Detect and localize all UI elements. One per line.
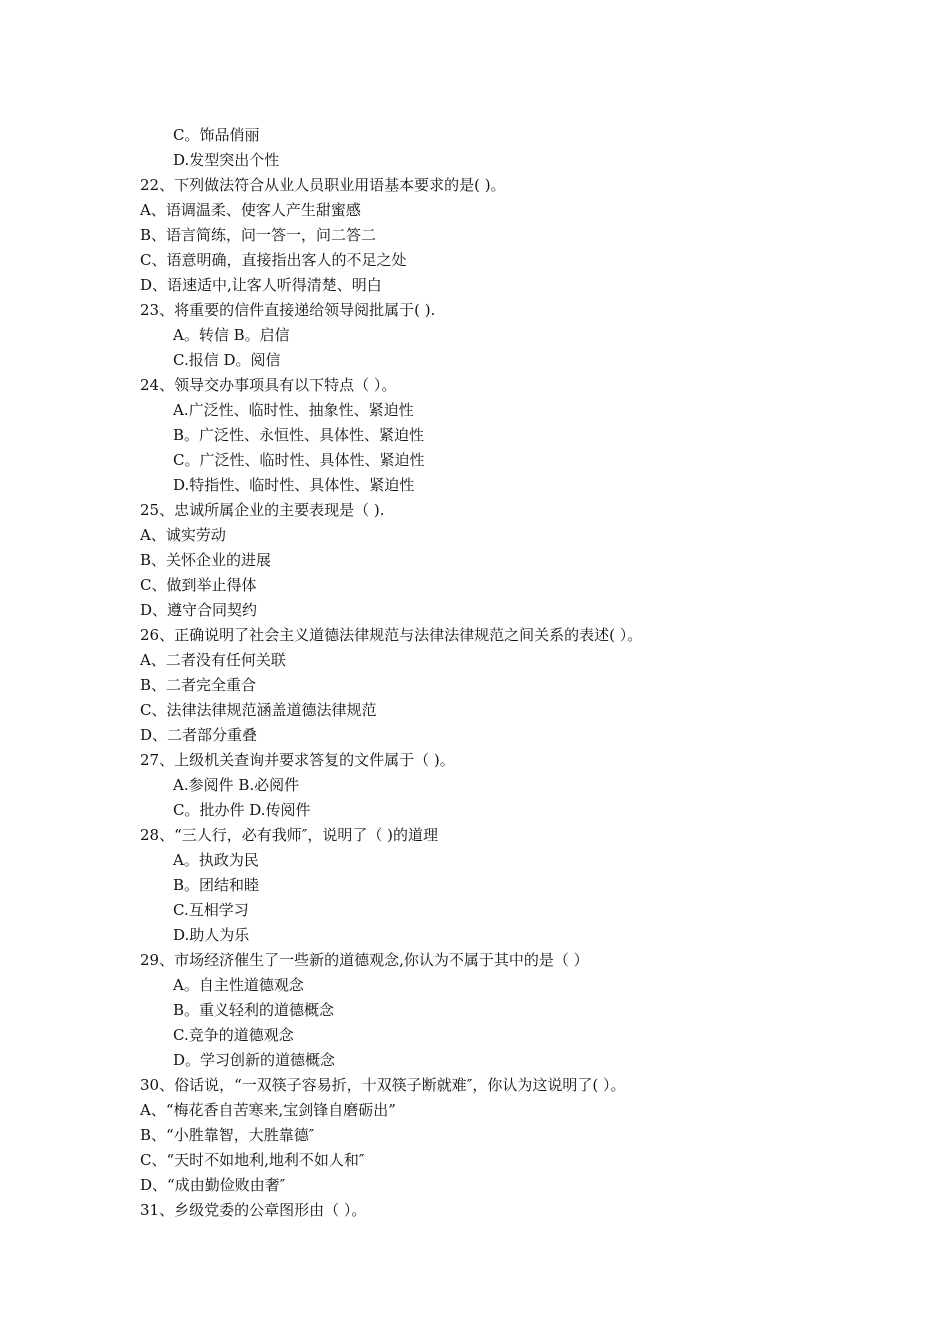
text-line: A、“梅花香自苦寒来,宝剑锋自磨砺出” xyxy=(140,1101,396,1119)
text-line: B、语言简练，问一答一，问二答二 xyxy=(140,226,377,244)
text-line: C、法律法律规范涵盖道德法律规范 xyxy=(140,701,377,719)
text-line: D、二者部分重叠 xyxy=(140,726,258,744)
text-line: D。学习创新的道德概念 xyxy=(173,1051,336,1069)
text-line: 22、下列做法符合从业人员职业用语基本要求的是( )。 xyxy=(140,176,506,194)
document-page xyxy=(0,123,950,1223)
text-line: A、诚实劳动 xyxy=(140,526,226,544)
text-line: A、二者没有任何关联 xyxy=(140,651,286,669)
text-line: D.助人为乐 xyxy=(173,926,250,944)
text-line: A、语调温柔、使客人产生甜蜜感 xyxy=(140,201,361,219)
text-line: D、语速适中,让客人听得清楚、明白 xyxy=(140,276,382,294)
text-line: D、遵守合同契约 xyxy=(140,601,258,619)
text-line: D.特指性、临时性、具体性、紧迫性 xyxy=(173,476,415,494)
text-line: 24、领导交办事项具有以下特点（ ）。 xyxy=(140,376,397,394)
text-line: C、语意明确，直接指出客人的不足之处 xyxy=(140,251,407,269)
text-line: D、“成由勤俭败由奢″ xyxy=(140,1176,286,1194)
text-line: 29、市场经济催生了一些新的道德观念,你认为不属于其中的是（ ） xyxy=(140,951,589,969)
text-line: A.广泛性、临时性、抽象性、紧迫性 xyxy=(173,401,414,419)
text-line: B、二者完全重合 xyxy=(140,676,257,694)
text-line: A。执政为民 xyxy=(173,851,259,869)
text-line: C。广泛性、临时性、具体性、紧迫性 xyxy=(173,451,425,469)
text-line: 30、俗话说，“一双筷子容易折，十双筷子断就难″，你认为这说明了( ）。 xyxy=(140,1076,626,1094)
text-line: 23、将重要的信件直接递给领导阅批属于( ). xyxy=(140,301,436,319)
text-line: B。团结和睦 xyxy=(173,876,260,894)
text-line: C、“天时不如地利,地利不如人和″ xyxy=(140,1151,365,1169)
text-line: B。重义轻利的道德概念 xyxy=(173,1001,335,1019)
text-line: C、做到举止得体 xyxy=(140,576,257,594)
text-line: 27、上级机关查询并要求答复的文件属于（ )。 xyxy=(140,751,455,769)
text-line: 31、乡级党委的公章图形由（ ）。 xyxy=(140,1201,367,1219)
text-line: B、“小胜靠智，大胜靠德″ xyxy=(140,1126,315,1144)
text-line: B。广泛性、永恒性、具体性、紧迫性 xyxy=(173,426,425,444)
text-line: D.发型突出个性 xyxy=(173,151,280,169)
text-line: 25、忠诚所属企业的主要表现是（ ). xyxy=(140,501,385,519)
text-line: 28、“三人行，必有我师″，说明了（ )的道理 xyxy=(140,826,438,844)
text-line: C.报信 D。阅信 xyxy=(173,351,281,369)
text-line: 26、正确说明了社会主义道德法律规范与法律法律规范之间关系的表述( ）。 xyxy=(140,626,643,644)
text-line: C.互相学习 xyxy=(173,901,249,919)
text-line: C。批办件 D.传阅件 xyxy=(173,801,311,819)
text-line: B、关怀企业的进展 xyxy=(140,551,272,569)
text-line: A.参阅件 B.必阅件 xyxy=(173,776,300,794)
text-line: A。转信 B。启信 xyxy=(173,326,290,344)
text-line: A。自主性道德观念 xyxy=(173,976,304,994)
text-line: C.竞争的道德观念 xyxy=(173,1026,294,1044)
text-line: C。饰品俏丽 xyxy=(173,126,260,144)
